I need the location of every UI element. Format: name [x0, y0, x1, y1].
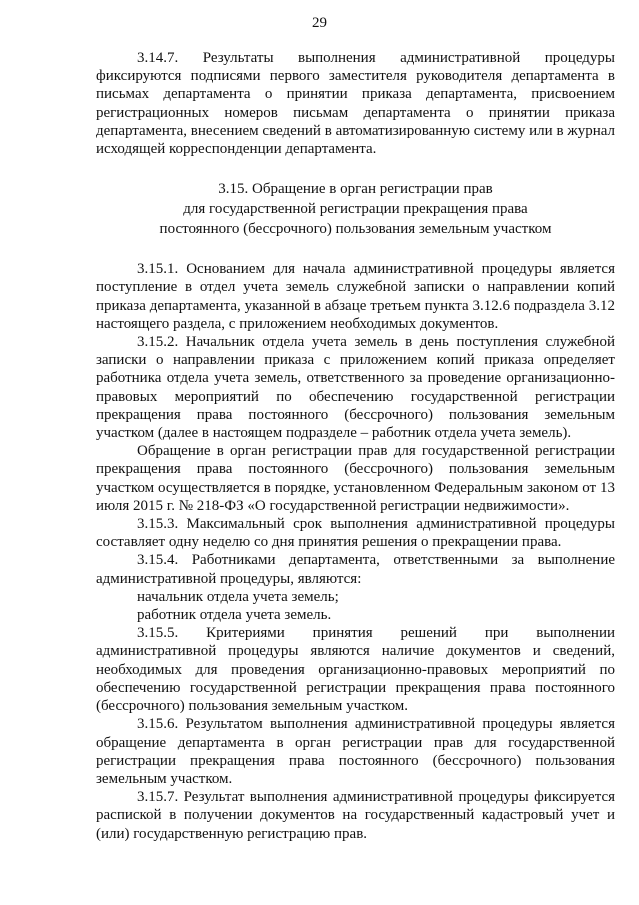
- paragraph-3-15-6: 3.15.6. Результатом выполнения административной процедуры является обращение департамента в орган регистрации прав для государственной регистрации прекращения права постоянного (бессрочного) пользования земельным участком.: [96, 716, 615, 787]
- heading-line-1: 3.15. Обращение в орган регистрации прав: [218, 181, 493, 198]
- paragraph-3-15-7: 3.15.7. Результат выполнения административной процедуры фиксируется распиской в получении документов на государственный кадастровый учет и (или) государственную регистрацию прав.: [96, 789, 615, 842]
- paragraph-3-15-4: 3.15.4. Работниками департамента, ответственными за выполнение административной процедуры, являются:: [96, 552, 615, 587]
- list-item-department-worker: работник отдела учета земель.: [137, 607, 332, 624]
- paragraph-appeal: Обращение в орган регистрации прав для государственной регистрации прекращения права постоянного (бессрочного) пользования земельным участком осуществляется в порядке, установленном Федеральным законом от 13 июля 2015 г. № 218-ФЗ «О государственной регистрации недвижимости».: [96, 443, 615, 514]
- paragraph-3-15-5: 3.15.5. Критериями принятия решений при выполнении административной процедуры являются наличие документов и сведений, необходимых для проведения организационно-правовых мероприятий по обеспечению государственной регистрации прекращения права постоянного (бессрочного) пользования земельным участком.: [96, 625, 615, 715]
- paragraph-3-15-3: 3.15.3. Максимальный срок выполнения административной процедуры составляет одну неделю со дня принятия решения о прекращении права.: [96, 516, 615, 551]
- document-body: [96, 49, 615, 843]
- heading-line-2: для государственной регистрации прекращения права: [183, 201, 528, 218]
- list-item-head-of-department: начальник отдела учета земель;: [137, 588, 339, 605]
- paragraph-3-15-2: 3.15.2. Начальник отдела учета земель в день поступления служебной записки о направлении приказа с приложением копий приказа определяет работника отдела учета земель, ответственного за проведение организационно-правовых мероприятий по обеспечению государственной регистрации прекращения права постоянного (бессрочного) пользования земельным участком (далее в настоящем подразделе – работник отдела учета земель).: [96, 334, 615, 442]
- paragraph-3-14-7: 3.14.7. Результаты выполнения административной процедуры фиксируются подписями первого заместителя руководителя департамента в письмах департамента о принятии приказа департамента, присвоением регистрационных номеров письмам департамента о принятии приказа департамента, внесением сведений в автоматизированную систему или в журнал исходящей корреспонденции департамента.: [96, 50, 615, 158]
- heading-line-3: постоянного (бессрочного) пользования земельным участком: [159, 221, 552, 238]
- section-heading-3-15: [96, 179, 615, 239]
- page-number: 29: [312, 15, 327, 31]
- paragraph-3-15-1: 3.15.1. Основанием для начала административной процедуры является поступление в отдел учета земель служебной записки о направлении копий приказа департамента, указанной в абзаце третьем пункта 3.12.6 подраздела 3.12 настоящего раздела, с приложением необходимых документов.: [96, 261, 615, 332]
